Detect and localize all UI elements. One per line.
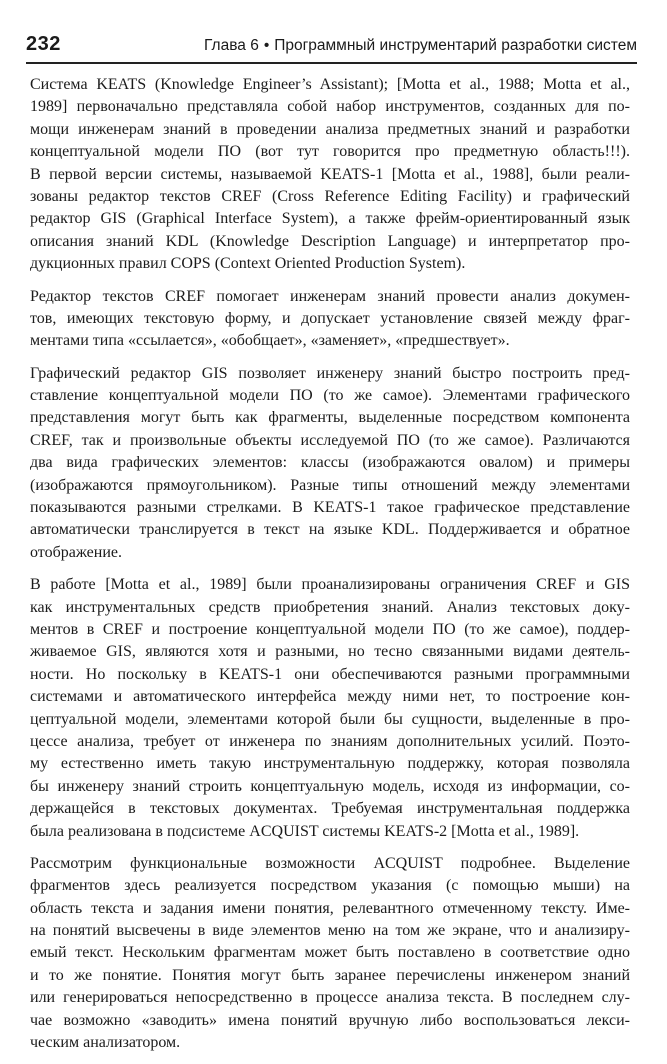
- paragraph-3: [30, 363, 630, 565]
- text-line: (изображаются прямоугольником). Разные типы отношений между элементами: [30, 476, 630, 494]
- page-body: [30, 74, 630, 1064]
- text-line: цептуальной модели, элементами которой были бы сущности, выделенные в про-: [30, 710, 630, 728]
- text-line: Редактор текстов CREF помогает инженерам знаний провести анализ докумен-: [30, 287, 630, 305]
- text-line: 1989] первоначально представляла собой набор инструментов, созданных для по-: [30, 98, 630, 116]
- text-line: держащейся в текстовых документах. Требуемая инструментальная поддержка: [30, 800, 630, 818]
- text-line: или генерироваться непосредственно в процессе анализа текста. В последнем слу-: [30, 989, 630, 1007]
- chapter-label: Глава 6: [204, 37, 259, 54]
- text-line: область текста и задания имени понятия, релевантного отмеченному тексту. Име-: [30, 899, 630, 917]
- paragraph-5: [30, 853, 630, 1055]
- chapter-title: Программный инструментарий разработки систем: [274, 37, 637, 54]
- text-line: ставление концептуальной модели ПО (то же самое). Элементами графического: [30, 387, 630, 405]
- text-line: показываются разными стрелками. В KEATS-1 такое графическое представление: [30, 499, 630, 517]
- text-line: Рассмотрим функциональные возможности ACQUIST подробнее. Выделение: [30, 854, 630, 872]
- text-line: В работе [Motta et al., 1989] были проанализированы ограничения CREF и GIS: [30, 576, 630, 594]
- paragraph-4: [30, 574, 630, 843]
- text-line: CREF, так и произвольные объекты исследуемой ПО (то же самое). Различаются: [30, 431, 630, 449]
- text-line: автоматически транслируется в текст на языке KDL. Поддерживается и обратное: [30, 521, 630, 539]
- text-line: мощи инженерам знаний в проведении анализа предметных знаний и разработки: [30, 120, 630, 138]
- text-line: чае возможно «заводить» имена понятий вручную либо воспользоваться лекси-: [30, 1011, 630, 1029]
- text-line: была реализована в подсистеме ACQUIST системы KEATS-2 [Motta et al., 1989].: [30, 822, 580, 840]
- text-line: ности. Но поскольку в KEATS-1 они обеспечиваются разными программными: [30, 665, 630, 683]
- bullet-separator: •: [263, 37, 270, 54]
- paragraph-2: [30, 286, 630, 353]
- text-line: системами и автоматического интерфейса между ними нет, то построение кон-: [30, 688, 630, 706]
- text-line: на понятий высвечены в виде элементов меню на том же экране, что и анализиру-: [30, 922, 630, 940]
- page-number: 232: [26, 33, 61, 55]
- running-header: [26, 24, 637, 64]
- text-line: Графический редактор GIS позволяет инженеру знаний быстро построить пред-: [30, 364, 630, 382]
- text-line: фрагментов здесь реализуется посредством указания (с помощью мыши) на: [30, 877, 630, 895]
- text-line: как инструментальных средств приобретения знаний. Анализ текстовых доку-: [30, 598, 630, 616]
- paragraph-1: [30, 74, 630, 276]
- text-line: живаемое GIS, являются хотя и разными, но тесно связанными видами деятель-: [30, 643, 630, 661]
- text-line: отображение.: [30, 543, 122, 561]
- text-line: В первой версии системы, называемой KEATS-1 [Motta et al., 1988], были реали-: [30, 165, 630, 183]
- running-head: [204, 37, 637, 55]
- text-line: представления могут быть как фрагменты, выделенные посредством компонента: [30, 409, 630, 427]
- text-line: описания знаний KDL (Knowledge Description Language) и интерпретатор про-: [30, 232, 630, 250]
- text-line: емый текст. Нескольким фрагментам может быть поставлено в соответствие одно: [30, 944, 630, 962]
- text-line: ментов в CREF и построение концептуальной модели ПО (то же самое), поддер-: [30, 620, 630, 638]
- text-line: му естественно иметь такую инструментальную поддержку, которая позволяла: [30, 755, 630, 773]
- text-line: два вида графических элементов: классы (изображаются овалом) и примеры: [30, 454, 630, 472]
- text-line: зованы редактор текстов CREF (Cross Reference Editing Facility) и графический: [30, 187, 630, 205]
- text-line: дукционных правил COPS (Context Oriented Production System).: [30, 255, 466, 273]
- text-line: цессе анализа, требует от инженера по знаниям дополнительных усилий. Поэто-: [30, 732, 630, 750]
- text-line: ментами типа «ссылается», «обобщает», «заменяет», «предшествует».: [30, 332, 510, 350]
- text-line: тов, имеющих текстовую форму, и допускает установление связей между фраг-: [30, 309, 630, 327]
- text-line: бы инженеру знаний строить концептуальную модель, исходя из информации, со-: [30, 777, 630, 795]
- text-line: концептуальной модели ПО (вот тут говорится про предметную область!!!).: [30, 143, 630, 161]
- text-line: редактор GIS (Graphical Interface System), а также фрейм-ориентированный язык: [30, 210, 630, 228]
- text-line: и то же понятие. Понятия могут быть заранее перечислены инженером знаний: [30, 966, 630, 984]
- text-line: ческим анализатором.: [30, 1034, 181, 1052]
- text-line: Система KEATS (Knowledge Engineer’s Assistant); [Motta et al., 1988; Motta et al.,: [30, 76, 630, 93]
